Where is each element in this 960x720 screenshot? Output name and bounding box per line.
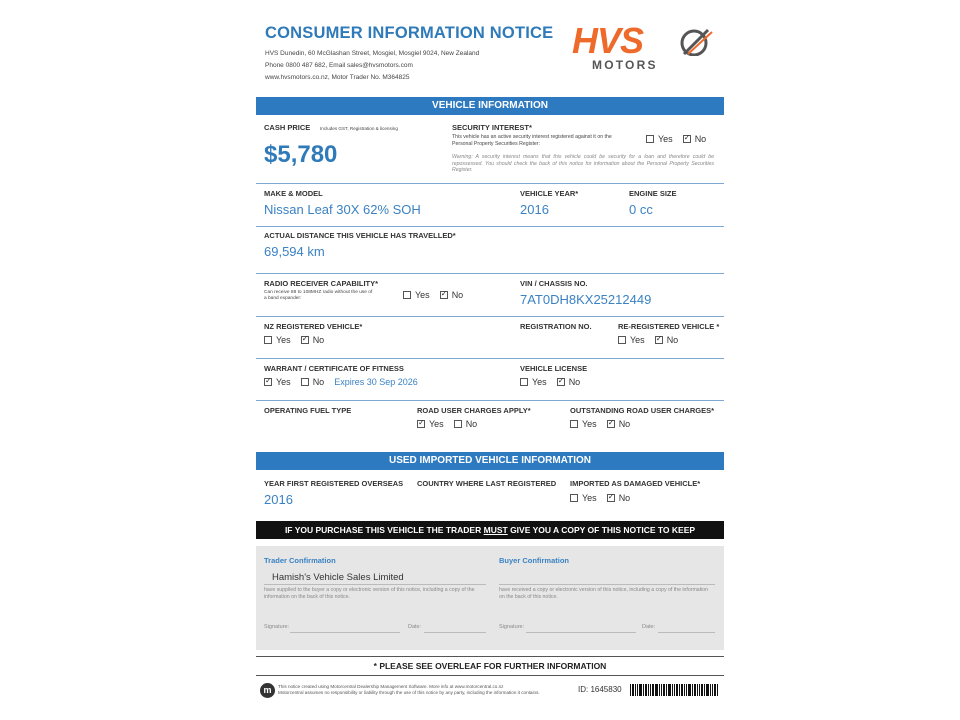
divider [256, 183, 724, 184]
barcode-bar [648, 684, 649, 696]
barcode-bar [661, 684, 662, 696]
license-yes-label: Yes [532, 377, 547, 387]
year-overseas-value: 2016 [264, 492, 293, 507]
radio-yes-label: Yes [415, 290, 430, 300]
radio-capability-label: RADIO RECEIVER CAPABILITY* [264, 279, 379, 288]
barcode-bar [659, 684, 660, 696]
make-model-value: Nissan Leaf 30X 62% SOH [264, 202, 421, 217]
speedometer-icon [674, 26, 714, 56]
ruc-no-checkbox[interactable] [454, 420, 462, 428]
confirmation-box [256, 546, 724, 650]
security-no-label: No [694, 134, 707, 144]
damaged-label: IMPORTED AS DAMAGED VEHICLE* [570, 479, 701, 488]
trader-date-field[interactable] [424, 632, 486, 633]
barcode-bar [697, 684, 698, 696]
outstanding-no-checkbox[interactable] [607, 420, 615, 428]
barcode-bar [706, 684, 709, 696]
wof-label: WARRANT / CERTIFICATE OF FITNESS [264, 364, 404, 373]
divider [256, 316, 724, 317]
fuel-type-label: OPERATING FUEL TYPE [264, 406, 352, 415]
security-interest-options [646, 134, 706, 144]
rereg-no-label: No [666, 335, 679, 345]
outstanding-yes-checkbox[interactable] [570, 420, 578, 428]
motorcentral-logo: m [260, 683, 275, 698]
ruc-apply-label: ROAD USER CHARGES APPLY* [417, 406, 531, 415]
barcode-bar [655, 684, 658, 696]
barcode-bar [681, 684, 683, 696]
nz-registered-options [264, 335, 324, 345]
barcode-bar [645, 684, 647, 696]
logo-text: HVS [572, 20, 644, 61]
license-no-label: No [568, 377, 581, 387]
trader-confirmation-text: have supplied to the buyer a copy or electronic version of this notice, including a copy of the information on the back of this notice. [264, 587, 475, 600]
buyer-name-field[interactable] [499, 584, 715, 585]
imported-vehicle-header: USED IMPORTED VEHICLE INFORMATION [256, 452, 724, 470]
buyer-signature-field[interactable] [526, 632, 636, 633]
vehicle-information-header: VEHICLE INFORMATION [256, 97, 724, 115]
engine-size-label: ENGINE SIZE [629, 189, 677, 198]
copy-notice-text-must: MUST [483, 525, 508, 535]
barcode-bar [694, 684, 696, 696]
copy-notice-bar [256, 521, 724, 539]
barcode-bar [643, 684, 644, 696]
security-yes-label: Yes [658, 134, 673, 144]
outstanding-ruc-options [570, 419, 630, 429]
re-registered-label: RE-REGISTERED VEHICLE * [618, 322, 720, 331]
damaged-yes-checkbox[interactable] [570, 494, 578, 502]
consumer-information-notice [256, 18, 724, 708]
barcode-bar [692, 684, 693, 696]
barcode-bar [632, 684, 634, 696]
damaged-no-label: No [618, 493, 631, 503]
license-no-checkbox[interactable] [557, 378, 565, 386]
radio-capability-options [403, 290, 463, 300]
barcode-bar [635, 684, 636, 696]
barcode-bar [663, 684, 665, 696]
trader-confirmation-title: Trader Confirmation [264, 556, 336, 565]
wof-yes-checkbox[interactable] [264, 378, 272, 386]
make-model-label: MAKE & MODEL [264, 189, 323, 198]
damaged-no-checkbox[interactable] [607, 494, 615, 502]
buyer-date-field[interactable] [658, 632, 715, 633]
rereg-yes-label: Yes [630, 335, 645, 345]
barcode-bar [686, 684, 687, 696]
barcode-bar [630, 684, 631, 696]
vehicle-year-value: 2016 [520, 202, 549, 217]
notice-id: ID: 1645830 [578, 685, 622, 694]
logo-subtext: MOTORS [592, 58, 658, 72]
license-yes-checkbox[interactable] [520, 378, 528, 386]
outstanding-yes-label: Yes [582, 419, 597, 429]
nz-reg-no-label: No [312, 335, 325, 345]
page-title: CONSUMER INFORMATION NOTICE [265, 24, 554, 42]
rereg-yes-checkbox[interactable] [618, 336, 626, 344]
nz-reg-yes-label: Yes [276, 335, 291, 345]
vehicle-license-label: VEHICLE LICENSE [520, 364, 588, 373]
wof-no-label: No [312, 377, 325, 387]
damaged-yes-label: Yes [582, 493, 597, 503]
cash-price-note: Includes GST, Registration & licensing [320, 126, 398, 131]
copy-notice-text-end: GIVE YOU A COPY OF THIS NOTICE TO KEEP [507, 525, 696, 535]
distance-label: ACTUAL DISTANCE THIS VEHICLE HAS TRAVELLED* [264, 231, 456, 240]
trader-signature-label: Signature: [264, 624, 290, 630]
barcode-bar [710, 684, 711, 696]
dealer-address: HVS Dunedin, 60 McGlashan Street, Mosgiel, Mosgiel 9024, New Zealand [265, 50, 480, 57]
wof-yes-label: Yes [276, 377, 291, 387]
cash-price-value: $5,780 [264, 141, 338, 168]
barcode-bar [674, 684, 675, 696]
cash-price-label: CASH PRICE [264, 123, 311, 132]
barcode-bar [717, 684, 718, 696]
barcode-bar [650, 684, 651, 696]
overleaf-note: * PLEASE SEE OVERLEAF FOR FURTHER INFORMATION [373, 661, 607, 671]
barcode [630, 684, 719, 696]
security-no-checkbox[interactable] [683, 135, 691, 143]
barcode-bar [676, 684, 678, 696]
rereg-no-checkbox[interactable] [655, 336, 663, 344]
radio-yes-checkbox[interactable] [403, 291, 411, 299]
divider [256, 675, 724, 676]
wof-options [264, 377, 418, 387]
ruc-no-label: No [465, 419, 478, 429]
divider [256, 358, 724, 359]
barcode-bar [699, 684, 700, 696]
vehicle-license-options [520, 377, 580, 387]
trader-name-line [264, 584, 486, 585]
barcode-bar [714, 684, 716, 696]
outstanding-ruc-label: OUTSTANDING ROAD USER CHARGES* [570, 406, 715, 415]
radio-capability-note: Can receive 88 to 108MHZ radio without the use of a band expander: [264, 290, 373, 302]
nz-registered-label: NZ REGISTERED VEHICLE* [264, 322, 363, 331]
barcode-bar [712, 684, 713, 696]
barcode-bar [668, 684, 671, 696]
security-warning: Warning: A security interest means that this vehicle could be security for a loan and therefore could be repossessed. You should check the back of this notice for information about the Personal Property Securities Register. [452, 154, 714, 174]
outstanding-no-label: No [618, 419, 631, 429]
security-interest-label: SECURITY INTEREST* [452, 123, 532, 132]
divider [256, 400, 724, 401]
barcode-bar [679, 684, 680, 696]
barcode-bar [637, 684, 638, 696]
wof-no-checkbox[interactable] [301, 378, 309, 386]
buyer-date-label: Date: [642, 624, 656, 630]
engine-size-value: 0 cc [629, 202, 653, 217]
barcode-bar [701, 684, 703, 696]
barcode-bar [688, 684, 691, 696]
vin-label: VIN / CHASSIS NO. [520, 279, 588, 288]
radio-no-label: No [451, 290, 464, 300]
damaged-options [570, 493, 630, 503]
registration-no-label: REGISTRATION NO. [520, 322, 592, 331]
security-yes-checkbox[interactable] [646, 135, 654, 143]
divider [256, 656, 724, 657]
divider [256, 273, 724, 274]
security-interest-text: This vehicle has an active security interest registered against it on the Personal Property Securities Register: [452, 134, 612, 147]
barcode-bar [684, 684, 685, 696]
country-label: COUNTRY WHERE LAST REGISTERED [417, 479, 557, 488]
distance-value: 69,594 km [264, 244, 325, 259]
buyer-signature-label: Signature: [499, 624, 525, 630]
trader-name: Hamish's Vehicle Sales Limited [272, 572, 404, 583]
wof-expiry-value: Expires 30 Sep 2026 [334, 377, 418, 387]
trader-signature-field[interactable] [290, 632, 400, 633]
dealer-web: www.hvsmotors.co.nz, Motor Trader No. M364825 [265, 74, 410, 81]
vin-value: 7AT0DH8KX25212449 [520, 292, 652, 307]
barcode-bar [639, 684, 642, 696]
vehicle-year-label: VEHICLE YEAR* [520, 189, 579, 198]
barcode-bar [666, 684, 667, 696]
trader-date-label: Date: [408, 624, 422, 630]
dealer-contact: Phone 0800 487 682, Email sales@hvsmotors.com [265, 62, 413, 69]
ruc-yes-checkbox[interactable] [417, 420, 425, 428]
software-line-1: This notice created using Motorcentral Dealership Management Software. More info at www.motorcentral.co.nz [278, 684, 504, 689]
barcode-bar [672, 684, 673, 696]
radio-no-checkbox[interactable] [440, 291, 448, 299]
buyer-confirmation-title: Buyer Confirmation [499, 556, 570, 565]
ruc-yes-label: Yes [429, 419, 444, 429]
year-overseas-label: YEAR FIRST REGISTERED OVERSEAS [264, 479, 404, 488]
nz-reg-yes-checkbox[interactable] [264, 336, 272, 344]
software-line-2: Motorcentral assumes no responsibility or liability through the use of this notice by any party, including the information it contains. [278, 690, 540, 695]
barcode-bar [704, 684, 705, 696]
ruc-apply-options [417, 419, 477, 429]
re-registered-options [618, 335, 678, 345]
nz-reg-no-checkbox[interactable] [301, 336, 309, 344]
copy-notice-text-start: IF YOU PURCHASE THIS VEHICLE THE TRADER [284, 525, 484, 535]
barcode-bar [652, 684, 654, 696]
hvs-motors-logo [562, 20, 722, 78]
divider [256, 226, 724, 227]
buyer-confirmation-text: have received a copy or electronic version of this notice, including a copy of the information on the back of this notice. [499, 587, 709, 600]
